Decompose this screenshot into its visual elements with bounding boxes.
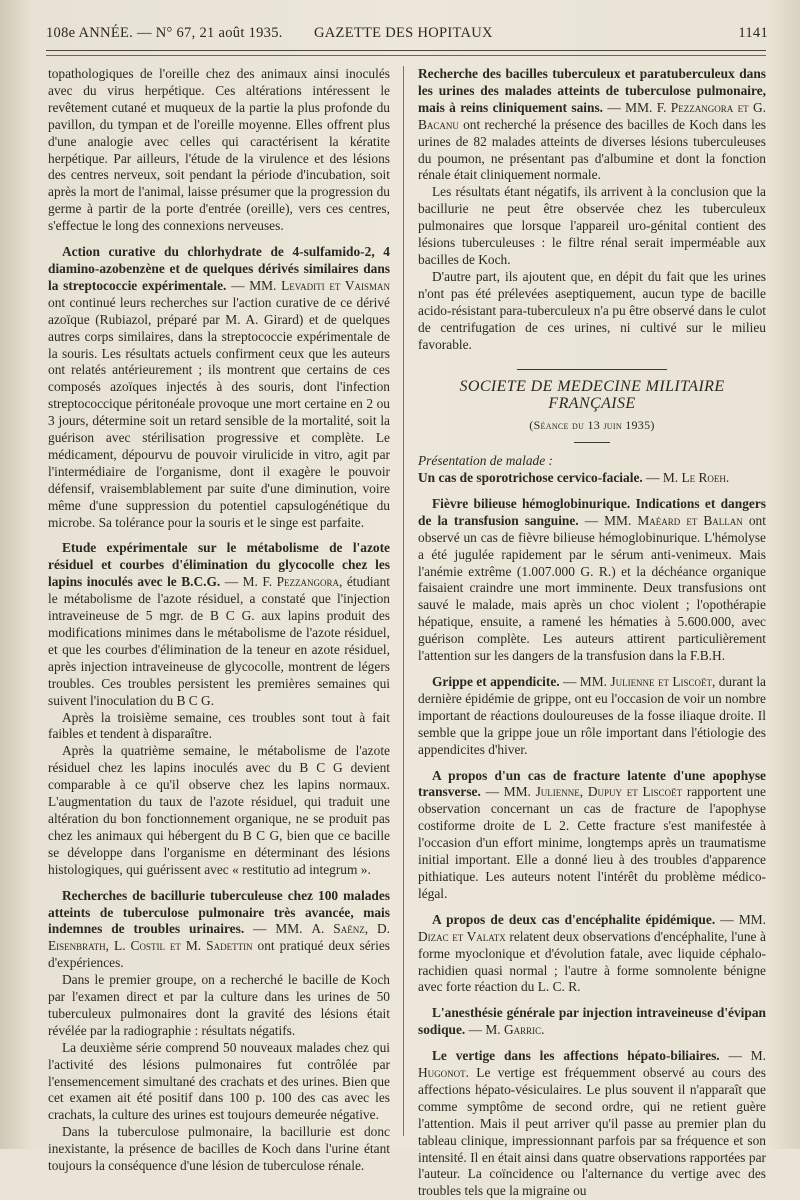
authors-prefix: — M. <box>719 1048 766 1064</box>
article-sporotrichose <box>418 470 766 487</box>
article-fracture-latente <box>418 768 766 903</box>
article-title: Recherche des bacilles tuberculeux et paratuberculeux dans les urines des malades atteints de tuberculose pulmonaire, mais à reins cliniquement sains. <box>418 66 766 115</box>
article-title: A propos d'un cas de fracture latente d'une apophyse transverse. <box>418 767 766 800</box>
article-vertige <box>418 1048 766 1200</box>
authors-prefix: — M. <box>642 470 682 486</box>
article-anesthesie <box>418 1005 766 1039</box>
article-body: ont pratiqué deux séries d'expériences. <box>48 938 390 971</box>
article-title: Un cas de sporotrichose cervico-faciale. <box>418 470 643 486</box>
article-body: ont observé un cas de fièvre bilieuse hémoglobinurique. L'hémolyse a été jugulée rapidement par le sérum anti-venimeux. Mais l'anémie extrême (1.007.000 G. R.) et la déchéance organique faisaient craindre une mort imminente. Deux transfusions ont sauvé le malade, mais après un choc violent ; l'opothérapie hépatique, ensuite, a ramené les hématies à 5.600.000, avec guérison complète. Les auteurs attirent particulièrement l'attention sur les dangers de la transfusion dans la F.B.H. <box>418 512 766 664</box>
article-authors: Hugonot <box>418 1065 466 1081</box>
page-number: 1141 <box>738 25 768 41</box>
article-encephalite <box>418 912 766 997</box>
article-bacillurie <box>48 888 390 973</box>
presentation-label: Présentation de malade : <box>418 453 553 469</box>
article-paragraph: La deuxième série comprend 50 nouveaux malades chez qui l'activité des lésions pulmonaires fut contrôlée par l'ensemencement simultané des crachats et des urines. Bien que cet examen ait été positif dans 100 p. 100 des cas avec les crachats, la culture des urines est toujours demeurée négative. <box>48 1039 390 1123</box>
article-title: Grippe et appendicite. <box>432 674 560 689</box>
article-authors: Pezzangora et G. Bacanu <box>418 99 766 132</box>
article-authors: Pezzangora <box>276 574 340 590</box>
page-header <box>46 25 768 47</box>
article-authors: Garric. <box>503 1022 545 1038</box>
society-heading <box>418 369 766 413</box>
journal-title: GAZETTE DES HOPITAUX <box>314 25 493 41</box>
section-rule <box>517 369 667 370</box>
article-title: A propos de deux cas d'encéphalite épidémique. <box>432 911 716 927</box>
intro-paragraph: topathologiques de l'oreille chez des animaux ainsi inoculés avec du virus herpétique. Ces altérations intéressent le revêtement cutané et muqueux de la partie la plus profonde du pavillon, du tympan et de l'oreille moyenne. Elles offrent plus d'une analogie avec celles qui caractérisent la kératite herpétique. Par ailleurs, l'étude de la virulence et des lésions des centres nerveux, soit pendant la période d'incubation, soit après la mort de l'animal, laisse présumer que la progression du germe à partir de la porte d'entrée (oreille), vers ces centres, s'effectue le long des connexions nerveuses. <box>48 66 390 234</box>
session-date: (Séance du 13 juin 1935) <box>529 418 655 433</box>
article-authors: Dizac et Valatx <box>418 928 506 944</box>
article-authors: Julienne et Liscoët <box>610 674 712 689</box>
article-authors: Julienne, Dupuy et Liscoët <box>535 784 683 800</box>
article-body: relatent deux observations d'encéphalite, l'une à forme myoclonique et d'évolution fatale, avec liquide céphalo-rachidien quasi normal ; l'autre à forme somnolente bénigne avec forte réaction du L. C. R. <box>418 928 766 995</box>
authors-prefix: — MM. <box>480 784 536 800</box>
authors-prefix: — MM. <box>578 512 638 528</box>
article-authors: Levaditi et Vaisman <box>281 277 390 293</box>
article-paragraph: Les résultats étant négatifs, ils arrivent à la conclusion que la bacillurie ne peut être observée chez les tuberculeux pulmonaires que lorsque l'appareil uro-génital contient des lésions tuberculeuses : le filtre rénal serait imperméable aux bacilles de Koch. <box>418 184 766 267</box>
article-paragraph: Dans la tuberculose pulmonaire, la bacillurie est donc inexistante, la présence de bacilles de Koch dans l'urine étant toujours la conséquence d'une lésion de tuberculose rénale. <box>48 1124 390 1174</box>
authors-prefix: — M. F. <box>220 574 277 590</box>
article-body: . Le vertige est fréquemment observé au cours des affections hépato-vésiculaires. Le plus souvent il n'apparaît que comme symptôme de second ordre, qui ne retient guère l'attention. Mais il peut arriver qu'il passe au premier plan du tableau clinique, impressionnant parfois par sa fréquence et son intensité. Il en était ainsi dans quatre observations rapportées par l'auteur. La coïncidence ou l'alternance du vertige avec des troubles tels que la migraine ou <box>418 1065 766 1199</box>
article-recherche-bacilles <box>418 66 766 184</box>
society-name: SOCIETE DE MEDECINE MILITAIRE FRANÇAISE <box>459 378 725 413</box>
article-metabolisme-azote <box>48 540 390 709</box>
short-rule <box>574 442 610 443</box>
article-authors: A. Saënz, D. Eisenbrath, L. Costil et M. Sadettin <box>48 921 390 954</box>
article-paragraph: Après la quatrième semaine, le métabolisme de l'azote résiduel chez les lapins inoculés avec du B C G devient comparable à ce qu'il observe chez les lapins normaux. L'augmentation du taux de l'azote résiduel, qui traduit une altération du bon fonctionnement organique, ne se produit pas chez les animaux qui hébergent du B C G, bien que ce bacille se développe dans l'organisme en déterminant des lésions histologiques, qui guérissent avec « restitutio ad integrum ». <box>48 743 390 877</box>
article-paragraph: D'autre part, ils ajoutent que, en dépit du fait que les urines n'ont pas été prélevées aseptiquement, aucun type de bacille acido-résistant para-tuberculeux n'a pu être observé dans le culot de centrifugation de ces urines, ni cultivé sur le milieu favorable. <box>418 268 766 352</box>
authors-prefix: — MM. <box>226 277 282 293</box>
article-title: Le vertige dans les affections hépato-biliaires. <box>432 1048 720 1064</box>
article-authors: Le Roeh. <box>681 470 730 486</box>
article-grippe-appendicite <box>418 674 766 759</box>
article-title: Action curative du chlorhydrate de 4-sulfamido-2, 4 diamino-azobenzène et de quelques dérivés similaires dans la streptococcie expérimentale. <box>48 244 390 293</box>
header-rule <box>46 50 766 51</box>
article-action-curative <box>48 244 390 531</box>
header-rule-secondary <box>46 55 766 56</box>
article-paragraph: Dans le premier groupe, on a recherché le bacille de Koch par l'examen direct et par la culture dans les urines de 50 tuberculeux pulmonaires dont la gravité des lésions était révélée par la radiographie : résultats négatifs. <box>48 972 390 1038</box>
authors-prefix: — M. <box>465 1022 504 1038</box>
authors-prefix: — MM. <box>715 911 766 927</box>
article-body: , durant la dernière épidémie de grippe, ont eu l'occasion de voir un nombre important de réactions douloureuses de la fosse iliaque droite. Il semble que la grippe joue un rôle important dans l'étiologie des appendicites d'hiver. <box>418 674 766 757</box>
authors-prefix: — MM. F. <box>603 99 671 115</box>
article-paragraph: Après la troisième semaine, ces troubles sont tout à fait faibles et tendent à disparaître. <box>48 709 390 742</box>
article-fievre-bilieuse <box>418 496 766 665</box>
article-authors: Maéard et Ballan <box>637 512 743 528</box>
column-divider <box>403 66 404 1136</box>
authors-prefix: — MM. <box>244 921 312 937</box>
right-column <box>418 66 766 1200</box>
article-title: Fièvre bilieuse hémoglobinurique. Indications et dangers de la transfusion sanguine. <box>418 495 766 528</box>
article-body: , étudiant le métabolisme de l'azote résiduel, a constaté que l'injection intraveineuse de 5 mgr. de B C G. aux lapins produit des modifications minimes dans le métabolisme de l'azote résiduel, et que les courbes d'élimination de la teneur en azote résiduel, après injection intraveineuse de glycocolle, montrent de légers troubles. Ces troubles persistent les premières semaines qui suivent l'inoculation du B C G. <box>48 574 390 708</box>
article-body: rapportent une observation concernant un cas de fracture de l'apophyse costiforme droite de L 2. Cette fracture s'est manifestée à l'occasion d'un effort minime, longtemps après un traumatisme initial important. Elle a donné lieu à des troubles d'apparence pithiatique. Les auteurs notent l'intérêt du problème médico-légal. <box>418 784 766 901</box>
left-column <box>48 66 390 1175</box>
article-title: Etude expérimentale sur le métabolisme de l'azote résiduel et courbes d'élimination du glycocolle chez les lapins inoculés avec le B.C.G. <box>48 540 390 590</box>
issue-info: 108e ANNÉE. — N° 67, 21 août 1935. <box>46 25 283 41</box>
article-body: ont continué leurs recherches sur l'action curative de ce dérivé azoïque (Rubiazol, préparé par M. A. Girard) et de quelques autres corps similaires, dans la streptococcie expérimentale de la souris. Les résultats actuels confirment ceux que les auteurs ont relatés antérieurement ; ils montrent que certains de ces composés azoïques injectés à des souris, dont l'infection streptococcique péritonéale provoque une mort certaine en 2 ou 3 jours, détermine soit un retard sensible de la mortalité, soit la guérison avec stérilisation progressive et complète. Le médicament, dépourvu de pouvoir virulicide in vitro, agit par l'intermédiaire de l'organisme, dont il exagère le pouvoir défensif, vraisemblablement par suite d'une diminution, voire même d'une suppression du potentiel capsulogénétique du microbe. Sa tolérance pour la souris et le singe est parfaite. <box>48 294 390 530</box>
article-body: ont recherché la présence des bacilles de Koch dans les urines de 82 malades atteints de diverses lésions tuberculeuses du poumon, ne présentant pas d'albumine et dont la fonction rénale était cliniquement normale. <box>418 116 766 183</box>
authors-prefix: — MM. <box>559 674 611 689</box>
article-title: Recherches de bacillurie tuberculeuse chez 100 malades atteints de tuberculose pulmonaire très avancée, mais indemnes de troubles urinaires. <box>48 887 390 937</box>
article-title: L'anesthésie générale par injection intraveineuse d'évipan sodique. <box>418 1005 766 1038</box>
